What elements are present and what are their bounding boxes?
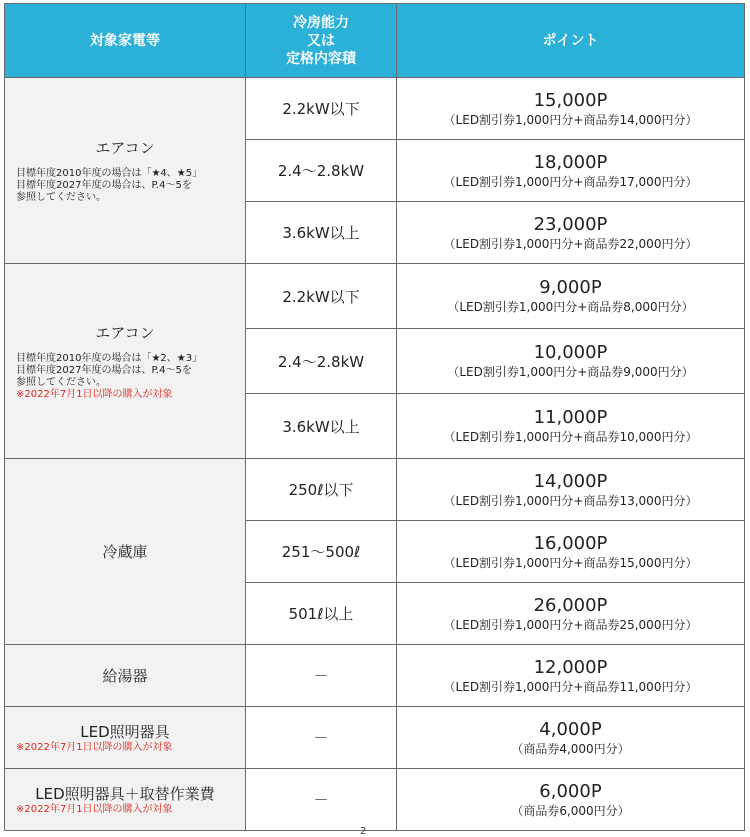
points-cell xyxy=(397,329,745,394)
category-water-heater xyxy=(5,645,246,707)
points-value: 12,000P xyxy=(533,656,608,678)
category-led-lighting xyxy=(5,707,246,769)
purchase-date-note: ※2022年7月1日以降の購入が対象 xyxy=(16,804,173,815)
table-row xyxy=(5,645,745,707)
category-name: エアコン xyxy=(95,323,155,342)
capacity-cell: 3.6kW以上 xyxy=(246,202,397,264)
points-detail: （LED割引券1,000円分+商品券22,000円分） xyxy=(443,236,698,251)
points-value: 14,000P xyxy=(533,470,608,492)
points-value: 11,000P xyxy=(533,407,608,428)
points-value: 16,000P xyxy=(533,532,608,554)
header-capacity-line: 定格内容積 xyxy=(286,50,356,67)
points-cell xyxy=(397,645,745,707)
capacity-cell: 2.4～2.8kW xyxy=(246,329,397,394)
points-detail: （LED割引券1,000円分+商品券11,000円分） xyxy=(443,679,698,694)
capacity-cell: － xyxy=(246,769,397,831)
category-name: LED照明器具 xyxy=(80,723,170,741)
points-value: 4,000P xyxy=(539,718,602,740)
header-row xyxy=(5,4,745,78)
table-row xyxy=(5,78,745,140)
category-name: LED照明器具＋取替作業費 xyxy=(35,785,215,803)
page-number: 2 xyxy=(360,826,367,837)
purchase-date-note: ※2022年7月1日以降の購入が対象 xyxy=(16,742,173,753)
purchase-date-note: ※2022年7月1日以降の購入が対象 xyxy=(16,388,173,400)
points-cell xyxy=(397,459,745,521)
points-detail: （LED割引券1,000円分+商品券17,000円分） xyxy=(443,174,698,189)
category-note: 目標年度2010年度の場合は「★4、★5」 目標年度2027年度の場合は、P.4～5を 参照してください。 xyxy=(16,168,203,203)
points-table xyxy=(4,3,745,831)
points-value: 18,000P xyxy=(533,151,608,173)
points-detail: （LED割引券1,000円分+商品券10,000円分） xyxy=(443,430,698,444)
points-value: 15,000P xyxy=(533,89,608,111)
points-detail: （LED割引券1,000円分+商品券13,000円分） xyxy=(443,493,698,508)
capacity-cell: － xyxy=(246,645,397,707)
header-capacity-line: 冷房能力 xyxy=(293,14,349,31)
points-detail: （LED割引券1,000円分+商品券8,000円分） xyxy=(447,300,694,314)
points-cell xyxy=(397,202,745,264)
category-note: 目標年度2010年度の場合は「★2、★3」 目標年度2027年度の場合は、P.4～5を 参照してください。 xyxy=(16,352,203,388)
points-value: 9,000P xyxy=(539,277,602,298)
points-cell xyxy=(397,521,745,583)
category-aircon-high xyxy=(5,78,246,264)
capacity-cell: 3.6kW以上 xyxy=(246,394,397,459)
capacity-cell: 501ℓ以上 xyxy=(246,583,397,645)
table-row xyxy=(5,459,745,521)
points-cell xyxy=(397,769,745,831)
points-value: 23,000P xyxy=(533,213,608,235)
points-cell xyxy=(397,707,745,769)
capacity-cell: 2.2kW以下 xyxy=(246,264,397,329)
table-row xyxy=(5,707,745,769)
header-target-appliance: 対象家電等 xyxy=(5,4,246,78)
points-cell xyxy=(397,394,745,459)
points-detail: （商品券4,000円分） xyxy=(511,741,630,756)
points-cell xyxy=(397,78,745,140)
points-value: 26,000P xyxy=(533,594,608,616)
capacity-cell: 251～500ℓ xyxy=(246,521,397,583)
table-row xyxy=(5,264,745,329)
points-cell xyxy=(397,140,745,202)
points-cell xyxy=(397,583,745,645)
category-name: エアコン xyxy=(95,139,155,157)
capacity-cell: 2.4～2.8kW xyxy=(246,140,397,202)
category-led-lighting-with-installation xyxy=(5,769,246,831)
header-points: ポイント xyxy=(397,4,745,78)
header-capacity-line: 又は xyxy=(307,32,335,49)
capacity-cell: － xyxy=(246,707,397,769)
category-name: 給湯器 xyxy=(102,667,148,685)
category-name: 冷蔵庫 xyxy=(102,543,148,561)
points-detail: （商品券6,000円分） xyxy=(511,803,630,818)
capacity-cell: 2.2kW以下 xyxy=(246,78,397,140)
header-capacity xyxy=(246,4,397,78)
points-detail: （LED割引券1,000円分+商品券14,000円分） xyxy=(443,112,698,127)
points-value: 6,000P xyxy=(539,780,602,802)
table-row xyxy=(5,769,745,831)
category-aircon-low xyxy=(5,264,246,459)
category-refrigerator xyxy=(5,459,246,645)
capacity-cell: 250ℓ以下 xyxy=(246,459,397,521)
points-value: 10,000P xyxy=(533,342,608,363)
points-detail: （LED割引券1,000円分+商品券25,000円分） xyxy=(443,617,698,632)
points-cell xyxy=(397,264,745,329)
points-detail: （LED割引券1,000円分+商品券9,000円分） xyxy=(447,365,694,379)
points-detail: （LED割引券1,000円分+商品券15,000円分） xyxy=(443,555,698,570)
